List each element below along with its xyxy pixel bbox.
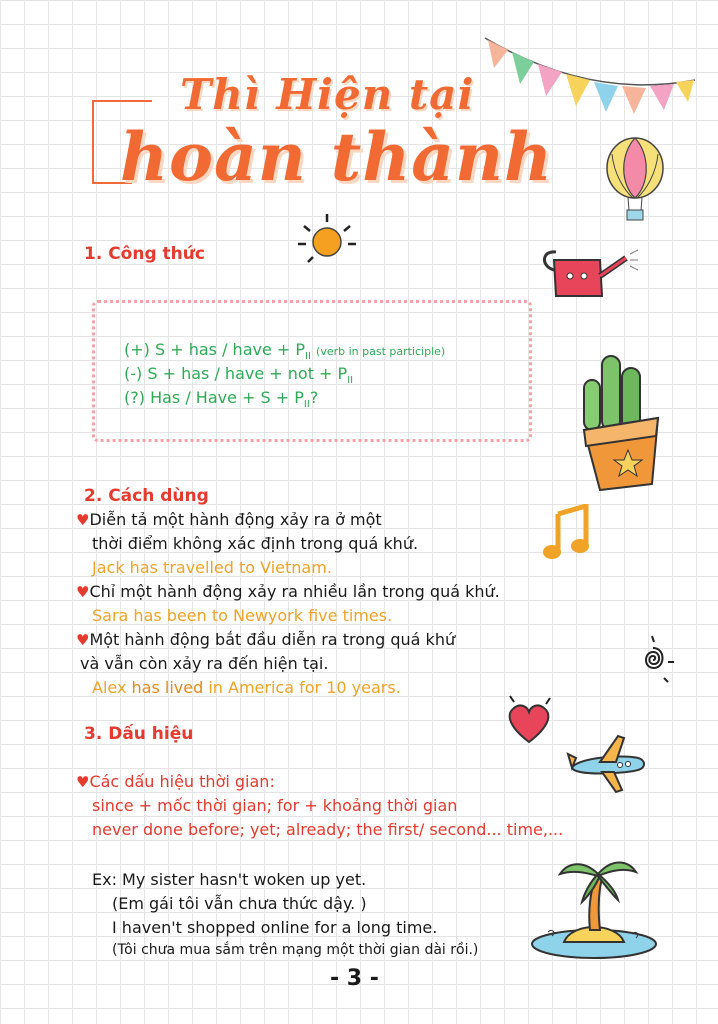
heart-bullet-icon: ♥ xyxy=(76,773,90,791)
example-1: Ex: My sister hasn't woken up yet. xyxy=(92,870,367,889)
signal-line-2: never done before; yet; already; the first/ second... time,... xyxy=(92,820,564,839)
example-1-translation: (Em gái tôi vẫn chưa thức dậy. ) xyxy=(112,894,367,913)
signal-line-1: since + mốc thời gian; for + khoảng thời gian xyxy=(92,796,458,815)
page-number: - 3 - xyxy=(330,966,379,991)
title-bracket xyxy=(92,100,152,102)
usage-1: ♥Diễn tả một hành động xảy ra ở một xyxy=(76,510,382,529)
section-heading-usage: 2. Cách dùng xyxy=(84,486,209,506)
section-heading-signals: 3. Dấu hiệu xyxy=(84,724,194,744)
signal-title: ♥Các dấu hiệu thời gian: xyxy=(76,772,275,791)
page-title-line1: Thì Hiện tại xyxy=(180,70,475,119)
bunting-icon xyxy=(480,30,700,120)
cactus-icon xyxy=(578,346,664,494)
page-title-line2: hoàn thành xyxy=(120,118,553,196)
usage-1-cont: thời điểm không xác định trong quá khứ. xyxy=(92,534,419,553)
usage-2-example: Sara has been to Newyork five times. xyxy=(92,606,393,625)
usage-2: ♥Chỉ một hành động xảy ra nhiều lần trong quá khứ. xyxy=(76,582,500,601)
heart-icon xyxy=(500,692,558,748)
formula-positive: (+) S + has / have + $P_{II}$ (verb in past participle) xyxy=(124,340,446,363)
watering-can-icon xyxy=(540,236,640,306)
title-bracket xyxy=(92,100,94,184)
airplane-icon xyxy=(566,732,650,796)
heart-bullet-icon: ♥ xyxy=(76,631,90,649)
example-2: I haven't shopped online for a long time. xyxy=(112,918,438,937)
palm-island-icon xyxy=(528,852,660,962)
formula-question: (?) Has / Have + $S + P_{II}$? xyxy=(124,388,319,411)
example-2-translation: (Tôi chưa mua sắm trên mạng một thời gian dài rồi.) xyxy=(112,942,479,958)
usage-1-example: Jack has travelled to Vietnam. xyxy=(92,558,332,577)
sun-icon xyxy=(296,212,358,270)
usage-3-cont: và vẫn còn xảy ra đến hiện tại. xyxy=(80,654,329,673)
section-heading-formula: 1. Công thức xyxy=(84,244,205,264)
formula-negative: (-) S + has / have + not + $P_{II}$ xyxy=(124,364,354,387)
usage-3-example: Alex has lived in America for 10 years. xyxy=(92,678,401,697)
usage-3: ♥Một hành động bắt đầu diễn ra trong quá khứ xyxy=(76,630,456,649)
heart-bullet-icon: ♥ xyxy=(76,511,90,529)
music-note-icon xyxy=(540,504,594,562)
hot-air-balloon-icon xyxy=(600,134,670,226)
formula-note: (verb in past participle) xyxy=(316,345,446,358)
heart-bullet-icon: ♥ xyxy=(76,583,90,601)
spiral-icon xyxy=(628,634,678,686)
